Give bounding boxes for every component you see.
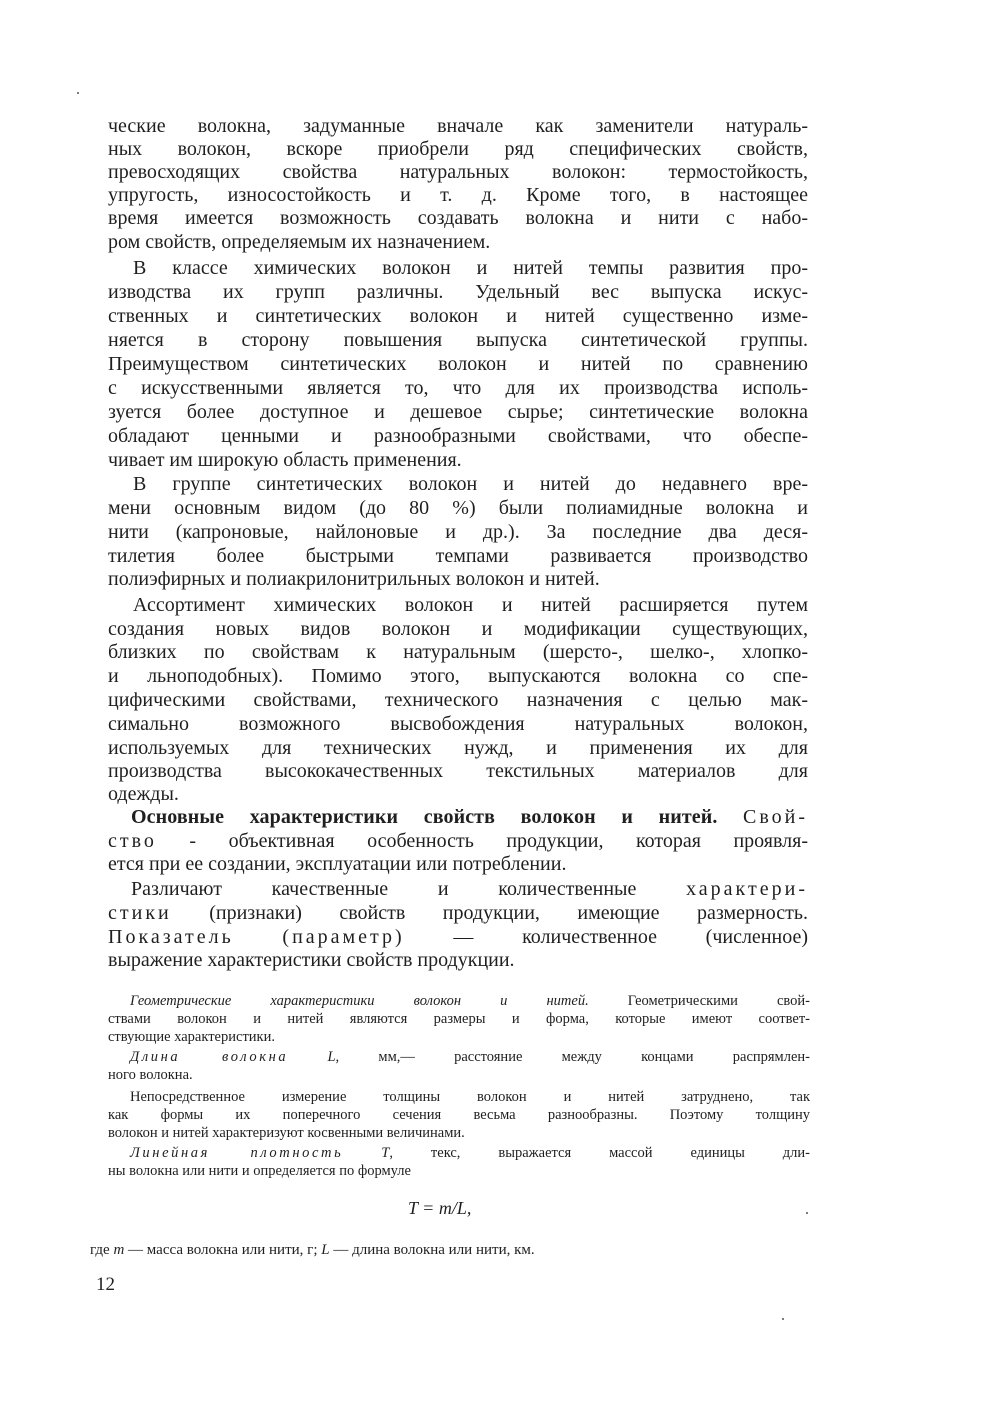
small-section-heading: Геометрические характеристики волокон и нитей. (130, 993, 589, 1009)
small-text-line: ствующие характеристики. (108, 1029, 275, 1045)
page-number: 12 (96, 1274, 115, 1295)
text-line: Ассортимент химических волокон и нитей расширяется путем (133, 594, 808, 616)
term-lineynaya-plotnost: Линейная плотность (130, 1145, 344, 1161)
text-line: няется в сторону повышения выпуска синтетической группы. (108, 329, 808, 351)
term-harakteristiki: характери- (686, 878, 808, 900)
text-line: ется при ее создании, эксплуатации или потреблении. (108, 853, 567, 875)
section-heading-line (131, 806, 808, 828)
formula-legend: где m — масса волокна или нити, г; L — длина волокна или нити, км. (90, 1242, 535, 1258)
text-line: одежды. (108, 783, 179, 805)
text-line: Преимуществом синтетических волокон и нитей по сравнению (108, 353, 808, 375)
small-text-line: волокон и нитей характеризуют косвенными величинами. (108, 1125, 465, 1141)
small-text-line: ствами волокон и нитей являются размеры и форма, которые имеют соответ- (108, 1011, 810, 1027)
text-line: превосходящих свойства натуральных волокон: термостойкость, (108, 161, 808, 183)
text-line: время имеется возможность создавать волокна и нити с набо- (108, 207, 808, 229)
text-line: тилетия более быстрыми темпами развивается производство (108, 545, 808, 567)
text-line: мени основным видом (до 80 %) были полиамидные волокна и (108, 497, 808, 519)
term-pokazatel: Показатель (108, 926, 234, 948)
text-line: зуется более доступное и дешевое сырье; синтетические волокна (108, 401, 808, 423)
text-line: ром свойств, определяемым их назначением. (108, 231, 491, 253)
text-line: с искусственными является то, что для их производства исполь- (108, 377, 808, 399)
scan-speck (782, 1318, 784, 1320)
text-line: стики (признаки) свойств продукции, имеющие размерность. (108, 902, 808, 924)
small-text-line: Геометрические характеристики волокон и нитей. Геометрическими свой- (130, 993, 810, 1009)
text-line: ственных и синтетических волокон и нитей существенно изме- (108, 305, 808, 327)
section-heading: Основные характеристики свойств волокон и нитей. (131, 806, 718, 828)
text-line: близких по свойствам к натуральным (шерсто-, шелко-, хлопко- (108, 641, 808, 663)
text-line: и льноподобных). Помимо этого, выпускаются волокна со спе- (108, 665, 808, 687)
text-line: В классе химических волокон и нитей темпы развития про- (133, 257, 808, 279)
text-line: создания новых видов волокон и модификации существующих, (108, 618, 808, 640)
text-line: производства высококачественных текстильных материалов для (108, 760, 808, 782)
text-line: изводства их групп различны. Удельный вес выпуска искус- (108, 281, 808, 303)
small-text-line: ны волокна или нити и определяется по формуле (108, 1163, 411, 1179)
text-line: Показатель (параметр) — количественное (численное) (108, 926, 808, 948)
text-line: В группе синтетических волокон и нитей до недавнего вре- (133, 473, 808, 495)
term-svoystvo: Свой- (743, 806, 809, 828)
small-text-line: ного волокна. (108, 1067, 193, 1083)
text-line: Различают качественные и количественные характери- (131, 878, 808, 900)
small-text-line: Длина волокна L, мм,— расстояние между концами распрямлен- (130, 1049, 810, 1065)
small-text-line: Непосредственное измерение толщины волокон и нитей затруднено, так (130, 1089, 810, 1105)
term-parametr: (параметр) (282, 926, 405, 948)
text-line: полиэфирных и полиакрилонитрильных волокон и нитей. (108, 568, 600, 590)
term-dlina-volokna: Длина волокна (130, 1049, 289, 1065)
scan-speck (77, 92, 79, 94)
text-line: используемых для технических нужд, и применения их для (108, 737, 808, 759)
text-line: чивает им широкую область применения. (108, 449, 462, 471)
text-line: обладают ценными и разнообразными свойствами, что обеспе- (108, 425, 808, 447)
text-line: ство - объективная особенность продукции, которая проявля- (108, 830, 808, 852)
text-line: нити (капроновые, найлоновые и др.). За последние два деся- (108, 521, 808, 543)
text-line: ческие волокна, задуманные вначале как заменители натураль- (108, 115, 808, 137)
text-line: упругость, износостойкость и т. д. Кроме того, в настоящее (108, 184, 808, 206)
text-line: цифическими свойствами, технического назначения с целью мак- (108, 689, 808, 711)
text-line: выражение характеристики свойств продукции. (108, 949, 515, 971)
text-line: симально возможного высвобождения натуральных волокон, (108, 713, 808, 735)
scan-speck (806, 1212, 808, 1214)
small-text-line: Линейная плотность T, текс, выражается массой единицы дли- (130, 1145, 810, 1161)
text-line: ных волокон, вскоре приобрели ряд специфических свойств, (108, 138, 808, 160)
formula: T = m/L, (408, 1198, 472, 1218)
small-text-line: как формы их поперечного сечения весьма разнообразны. Поэтому толщину (108, 1107, 810, 1123)
